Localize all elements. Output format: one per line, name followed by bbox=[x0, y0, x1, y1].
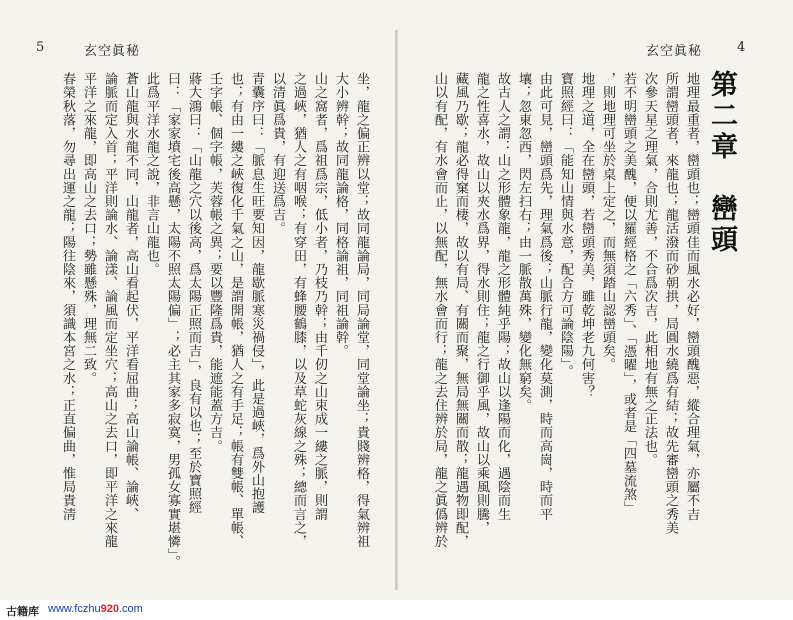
left-text-column: 坐，龍之偏正辨以堂；故同龍論局，同局論堂，同堂論坐；貴賤辨格，得氣辨祖 bbox=[354, 72, 369, 548]
left-text-column: 蔣大鴻曰：「山龍之穴以後高，爲太陽正照而吉」，良有以也；至於寶照經 bbox=[186, 72, 201, 515]
right-text-column: ，則地理可坐於桌上定之，而無須踏山認巒頭矣。 bbox=[600, 72, 615, 372]
left-text-column: 壬字帳、個字帳，芙蓉帳之異；要以豐隆爲貴，能遮能蓋方吉。 bbox=[207, 72, 222, 453]
right-text-column: 藏風乃歇；龍必得窠而棲，故以有局、有關而聚，無局無關而散；龍遇物即配， bbox=[453, 72, 468, 548]
right-text-column: 若不明巒頭之美醜，便以羅經格之「六秀」、「憑曜」，或者是「四墓流煞」 bbox=[621, 72, 636, 515]
left-text-column: 之過峽，猶人之有咽喉；有穿田，有蜂腰鶴膝，以及草蛇灰線之殊；總而言之， bbox=[291, 72, 306, 548]
watermark-footer bbox=[0, 600, 793, 620]
right-text-column: 次參天星之理氣，合則尤善，不合爲次吉，此相地有無之正法也。 bbox=[642, 72, 657, 467]
right-text-column: 山以有配，有水會而止，以無配，無水會而行；龍之去住辨於局，龍之眞僞辨於 bbox=[432, 72, 447, 548]
right-text-column: 由此可見，巒頭爲先，理氣爲後；山脈行龍，變化莫測，時而高崗，時而平 bbox=[537, 72, 552, 521]
left-text-column: 曰：「家家墳宅後高懸，太陽不照太陽偏」；必主其家多寂寞，男孤女寡實堪憐」。 bbox=[165, 72, 180, 569]
right-text-column: 地理最重者，巒頭也；巒頭佳而風水必好，巒頭醜惡，縱合理氣，亦屬不吉 bbox=[684, 72, 699, 521]
left-text-column: 春榮秋落，勿尋出運之龍；陽往陰來，須識本宮之水；正直偏曲，惟局貴淸 bbox=[60, 72, 75, 521]
left-page-body bbox=[42, 72, 372, 572]
chapter-title: 第二章 巒頭 bbox=[706, 70, 737, 256]
right-page-body bbox=[420, 72, 702, 572]
left-text-column: 以清眞爲貴，有迎送爲吉。 bbox=[270, 72, 285, 236]
right-text-column: 故古人之謂：山之形體象龍，龍之形體純乎陽；故山以逢陽而化，遇陰而生 bbox=[495, 72, 510, 521]
left-text-column: 山之窩者，爲祖爲宗，低小者，乃枝乃幹；由千仞之山束成一縷之脈，則謂 bbox=[312, 72, 327, 521]
right-text-column: 寶照經曰：「能知山情與水意，配合方可論陰陽」。 bbox=[558, 72, 573, 379]
left-text-column: 蒼山龍與水龍不同，山龍者，高山看起伏，平洋看屈曲；高山論帳、論峽、 bbox=[123, 72, 138, 521]
right-text-column: 龍之性喜水，故山以夾水爲界，得水則住；龍之行御乎風，故山以乘風則騰， bbox=[474, 72, 489, 535]
left-text-column: 此爲平洋水龍之說，非言山龍也。 bbox=[144, 72, 159, 276]
left-text-column: 青囊序曰：「脈息生旺要知因，龍歇脈寒災禍侵」，此是過峽，爲外山抱護 bbox=[249, 72, 264, 515]
right-text-column: 壤；忽東忽西，閃左扫右；由一脈散萬殊，變化無窮矣。 bbox=[516, 72, 531, 412]
left-text-column: 論脈而定入首；平洋則論水、論漾、論風而定坐穴；高山之去口，即平洋之來龍 bbox=[102, 72, 117, 548]
left-text-column: 也；有由一縷之峽復化千氣之山，是謂開帳，猶人之有手足；帳有雙帳、單帳、 bbox=[228, 72, 243, 548]
right-text-column: 地理之道，全在巒頭，若巒頭秀美，雖乾坤老九何害？ bbox=[579, 72, 594, 399]
right-running-title: 玄空眞秘 bbox=[646, 44, 703, 59]
left-text-column: 大小辨幹；故同龍論格，同格論祖，同祖論幹。 bbox=[333, 72, 348, 358]
left-page-number: 5 bbox=[36, 40, 46, 55]
right-text-column: 所謂巒頭者，來龍也；龍活潑而砂朝拱，局圓水繞爲有結；故先審巒頭之秀美 bbox=[663, 72, 678, 535]
left-text-column: 平洋之來龍，即高山之去口；勢雖懸殊，理無二致。 bbox=[81, 72, 96, 385]
right-page-number: 4 bbox=[737, 40, 747, 55]
site-label: 古籍库 bbox=[6, 606, 39, 618]
left-running-title: 玄空眞秘 bbox=[84, 44, 141, 59]
site-url[interactable]: www.fczhu920.com bbox=[48, 603, 143, 615]
book-gutter bbox=[395, 30, 398, 590]
